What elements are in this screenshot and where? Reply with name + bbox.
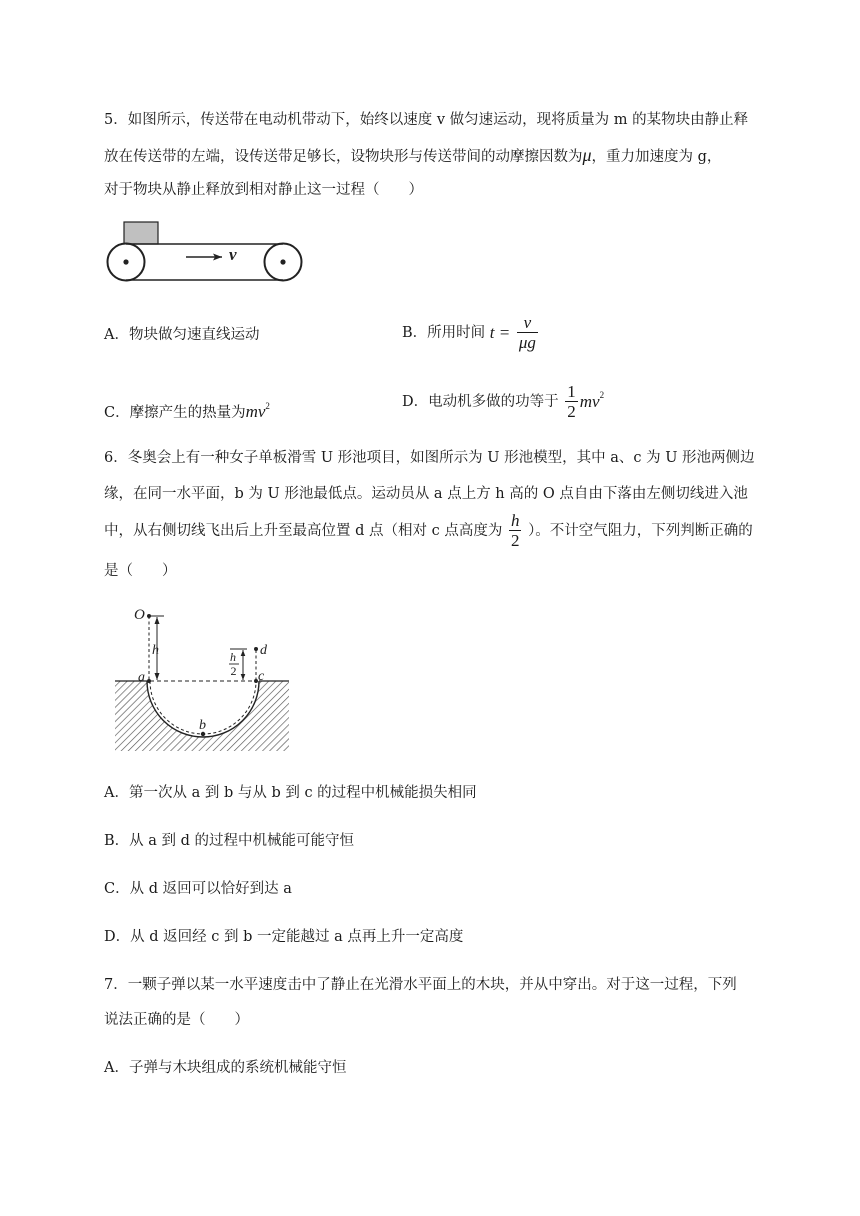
block-on-belt [124, 222, 158, 244]
q5-option-d-exp: 2 [599, 390, 605, 400]
label-O: O [134, 607, 145, 623]
q5-option-d-numerator: 1 [567, 382, 576, 401]
q6-line-4: 是（ ） [104, 563, 177, 579]
label-a: a [138, 670, 145, 685]
q5-line-2 [104, 145, 721, 167]
q6-option-d: D．从 d 返回经 c 到 b 一定能越过 a 点再上升一定高度 [104, 929, 464, 945]
q6-line-3 [104, 512, 753, 550]
q5-option-b-text: B．所用时间 [402, 325, 486, 341]
q5-option-d-expr: mv [579, 392, 600, 411]
label-h: h [152, 643, 159, 658]
q6-line-2: 缘，在同一水平面，b 为 U 形池最低点。运动员从 a 点上方 h 高的 O 点自由下落由左侧切线进入池 [104, 486, 748, 502]
q5-option-c-text: C．摩擦产生的热量为 [104, 405, 246, 421]
q5-option-d-denominator: 2 [567, 402, 576, 421]
q5-option-b [402, 314, 540, 352]
q6-line-3-numerator: h [510, 511, 520, 530]
q5-option-d-text: D．电动机多做的功等于 [402, 394, 559, 410]
q6-line-3-fraction [509, 512, 522, 550]
q5-option-d-fraction [565, 383, 578, 421]
q5-option-b-lhs: t = [489, 323, 511, 342]
q5-option-c [104, 396, 270, 423]
q6-option-c: C．从 d 返回可以恰好到达 a [104, 881, 292, 897]
label-d: d [260, 643, 267, 658]
label-h2-den: 2 [230, 664, 237, 678]
q5-option-b-fraction [517, 314, 538, 352]
q5-option-c-exp: 2 [265, 401, 270, 411]
q6-option-a: A．第一次从 a 到 b 与从 b 到 c 的过程中机械能损失相同 [104, 785, 477, 801]
q5-line-1: 5．如图所示，传送带在电动机带动下，始终以速度 v 做匀速运动，现将质量为 m 的某物块由静止释 [104, 112, 749, 128]
q6-line-3-a: 中，从右侧切线飞出后上升至最高位置 d 点（相对 c 点高度为 [104, 523, 503, 539]
q5-option-c-expr: mv [245, 402, 266, 421]
q7-option-a: A．子弹与木块组成的系统机械能守恒 [104, 1060, 347, 1076]
q5-mu-symbol: μ [582, 145, 592, 165]
q5-line-2-b: ，重力加速度为 g， [591, 149, 722, 165]
q7-line-1: 7．一颗子弹以某一水平速度击中了静止在光滑水平面上的木块，并从中穿出。对于这一过程，下列 [104, 977, 737, 993]
conveyor-belt-figure [100, 215, 310, 287]
q6-option-b: B．从 a 到 d 的过程中机械能可能守恒 [104, 833, 355, 849]
q5-line-3: 对于物块从静止释放到相对静止这一过程（ ） [104, 182, 423, 198]
q7-line-2: 说法正确的是（ ） [104, 1012, 249, 1028]
q5-option-a: A．物块做匀速直线运动 [104, 327, 260, 343]
q6-line-1: 6．冬奥会上有一种女子单板滑雪 U 形池项目，如图所示为 U 形池模型，其中 a、c 为 U 形池两侧边 [104, 450, 755, 466]
q6-line-3-b: ）。不计空气阻力，下列判断正确的 [528, 523, 753, 539]
label-c: c [258, 669, 265, 684]
q5-option-b-denominator: μg [518, 333, 536, 352]
q5-line-2-a: 放在传送带的左端，设传送带足够长，设物块形与传送带间的动摩擦因数为 [104, 149, 583, 165]
q5-option-d [402, 383, 604, 421]
q6-line-3-denominator: 2 [510, 531, 520, 550]
q5-option-b-numerator: v [517, 314, 538, 333]
u-pool-figure [112, 604, 294, 754]
label-h2-num: h [230, 650, 236, 664]
velocity-label: v [229, 245, 237, 264]
label-b: b [199, 718, 206, 733]
ground-hatched [115, 681, 289, 751]
